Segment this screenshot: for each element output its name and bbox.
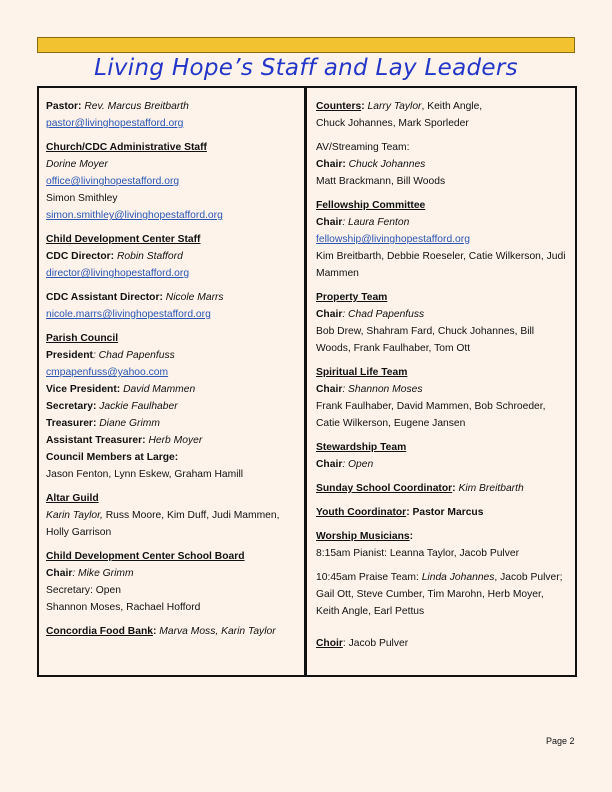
youth-rest: : Pastor Marcus (406, 507, 484, 518)
board-secretary: Secretary: Open (46, 585, 121, 596)
worship-colon: : (409, 531, 414, 542)
fellowship-section (316, 197, 568, 282)
spiritual-heading: Spiritual Life Team (316, 367, 408, 378)
counters-lead: Larry Taylor (364, 101, 422, 112)
fellowship-chair-label: Chair (316, 217, 343, 228)
pastor-label: Pastor: (46, 101, 82, 112)
director-email-link[interactable]: director@livinghopestafford.org (46, 268, 190, 279)
left-column (46, 98, 298, 647)
av-section (316, 139, 568, 190)
altar-heading: Altar Guild (46, 493, 99, 504)
av-members: Matt Brackmann, Bill Woods (316, 176, 446, 187)
stewardship-heading: Stewardship Team (316, 442, 407, 453)
av-chair-label: Chair: (316, 159, 346, 170)
secretary-label: Secretary: (46, 401, 97, 412)
counters-section (316, 98, 568, 132)
worship-section (316, 528, 568, 562)
pastor-section (46, 98, 298, 132)
admin-heading: Church/CDC Administrative Staff (46, 142, 207, 153)
food-bank-heading: Concordia Food Bank (46, 626, 153, 637)
altar-guild-section (46, 490, 298, 541)
sunday-school-heading: Sunday School Coordinator (316, 483, 453, 494)
food-bank-names: Marva Moss, Karin Taylor (156, 626, 276, 637)
spiritual-life-section (316, 364, 568, 432)
cdc-director-label: CDC Director: (46, 251, 115, 262)
counters-colon: : (361, 101, 365, 112)
fellowship-email-link[interactable]: fellowship@livinghopestafford.org (316, 234, 470, 245)
asst-treasurer-name: Herb Moyer (148, 435, 203, 446)
stewardship-chair-label: Chair (316, 459, 343, 470)
food-bank-section (46, 623, 298, 640)
property-heading: Property Team (316, 292, 388, 303)
right-column (316, 98, 568, 659)
choir-rest: : Jacob Pulver (342, 638, 409, 649)
column-divider (304, 86, 307, 677)
board-chair-label: Chair (46, 568, 73, 579)
altar-lead: Karin Taylor, (46, 510, 103, 521)
fellowship-members: Kim Breitbarth, Debbie Roeseler, Catie Wilkerson, Judi Mammen (316, 251, 566, 279)
av-heading: AV/Streaming Team: (316, 142, 410, 153)
altar-members: Russ Moore, Kim Duff, Judi Mammen, Holly Garrison (46, 510, 280, 538)
cdc-assistant-name: Nicole Marrs (165, 292, 224, 303)
property-section (316, 289, 568, 357)
pastor-name: Rev. Marcus Breitbarth (84, 101, 189, 112)
president-name: : Chad Papenfuss (92, 350, 175, 361)
page-number: Page 2 (546, 736, 575, 746)
president-email-link[interactable]: cmpapenfuss@yahoo.com (46, 367, 169, 378)
secretary-name: Jackie Faulhaber (99, 401, 178, 412)
counters-heading: Counters (316, 101, 362, 112)
praise-prefix: 10:45am Praise Team: (316, 572, 422, 583)
spiritual-chair-label: Chair (316, 384, 343, 395)
parish-council-section (46, 330, 298, 483)
worship-pianist: 8:15am Pianist: Leanna Taylor, Jacob Pulver (316, 548, 520, 559)
board-members: Shannon Moses, Rachael Hofford (46, 602, 201, 613)
stewardship-section (316, 439, 568, 473)
food-bank-colon: : (152, 626, 157, 637)
members-at-large-label: Council Members at Large: (46, 452, 179, 463)
asst-treasurer-label: Assistant Treasurer: (46, 435, 146, 446)
property-chair-name: : Chad Papenfuss (342, 309, 425, 320)
cdc-director-name: Robin Stafford (116, 251, 183, 262)
praise-members: , Jacob Pulver; Gail Ott, Steve Cumber, Tim Marohn, Herb Moyer, Keith Angle, Earl Pettus (316, 572, 563, 617)
office-email-link[interactable]: office@livinghopestafford.org (46, 176, 180, 187)
admin-name-2: Simon Smithley (46, 193, 118, 204)
cdc-staff-heading: Child Development Center Staff (46, 234, 201, 245)
spiritual-members: Frank Faulhaber, David Mammen, Bob Schroeder, Catie Wilkerson, Eugene Jansen (316, 401, 546, 429)
header-banner (37, 37, 575, 53)
worship-heading: Worship Musicians (316, 531, 410, 542)
sunday-school-section (316, 480, 568, 497)
admin-name-1: Dorine Moyer (46, 159, 108, 170)
praise-lead: Linda Johannes (421, 572, 495, 583)
treasurer-label: Treasurer: (46, 418, 97, 429)
choir-section (316, 635, 568, 652)
cdc-staff-section (46, 231, 298, 282)
parish-heading: Parish Council (46, 333, 119, 344)
sunday-school-colon: : (452, 483, 456, 494)
youth-section (316, 504, 568, 521)
counters-rest-1: , Keith Angle, (421, 101, 483, 112)
av-chair-name: Chuck Johannes (345, 159, 426, 170)
school-board-section (46, 548, 298, 616)
pastor-email-link[interactable]: pastor@livinghopestafford.org (46, 118, 184, 129)
page-title: Living Hope’s Staff and Lay Leaders (94, 55, 518, 81)
president-label: President (46, 350, 93, 361)
property-members: Bob Drew, Shahram Fard, Chuck Johannes, Bill Woods, Frank Faulhaber, Tom Ott (316, 326, 535, 354)
vp-label: Vice President: (46, 384, 121, 395)
sunday-school-name: Kim Breitbarth (455, 483, 524, 494)
counters-rest-2: Chuck Johannes, Mark Sporleder (316, 118, 469, 129)
board-chair-name: : Mike Grimm (72, 568, 134, 579)
fellowship-heading: Fellowship Committee (316, 200, 426, 211)
smithley-email-link[interactable]: simon.smithley@livinghopestafford.org (46, 210, 223, 221)
spiritual-chair-name: : Shannon Moses (342, 384, 423, 395)
vp-name: David Mammen (123, 384, 196, 395)
stewardship-chair-name: : Open (342, 459, 374, 470)
members-at-large: Jason Fenton, Lynn Eskew, Graham Hamill (46, 469, 244, 480)
fellowship-chair-name: : Laura Fenton (342, 217, 410, 228)
assistant-email-link[interactable]: nicole.marrs@livinghopestafford.org (46, 309, 211, 320)
admin-section (46, 139, 298, 224)
treasurer-name: Diane Grimm (99, 418, 160, 429)
property-chair-label: Chair (316, 309, 343, 320)
praise-team-section (316, 569, 568, 620)
youth-heading: Youth Coordinator (316, 507, 407, 518)
cdc-assistant-section (46, 289, 298, 323)
school-board-heading: Child Development Center School Board (46, 551, 245, 562)
cdc-assistant-label: CDC Assistant Director: (46, 292, 163, 303)
choir-heading: Choir (316, 638, 343, 649)
